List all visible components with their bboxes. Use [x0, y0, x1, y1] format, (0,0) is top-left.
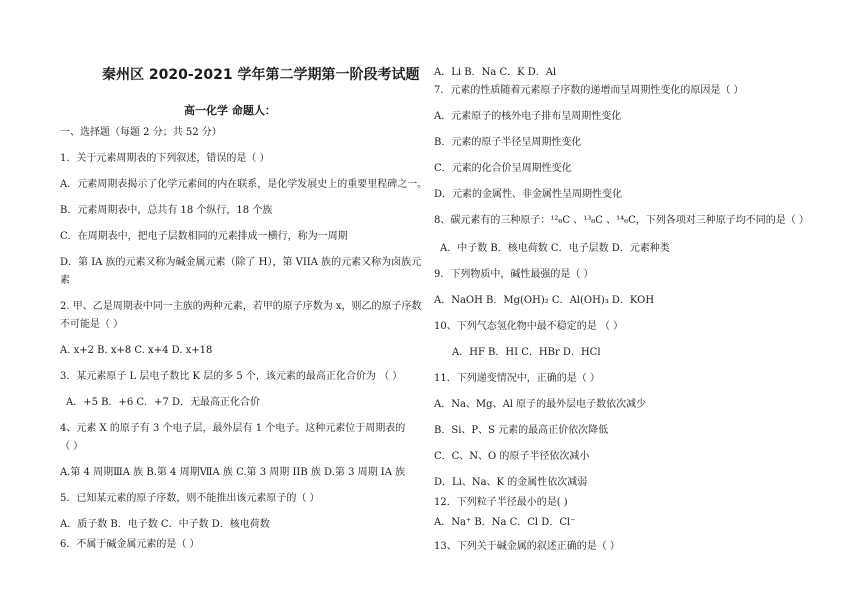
- question-12: 12．下列粒子半径最小的是( ): [434, 497, 568, 508]
- question-4: 4、元素 X 的原子有 3 个电子层，最外层有 1 个电子。这种元素位于周期表的: [60, 423, 406, 434]
- question-11-option-d: D．Li、Na、K 的金属性依次减弱: [434, 477, 588, 488]
- question-7-option-a: A．元素原子的核外电子排布呈周期性变化: [434, 111, 622, 122]
- question-2: 2. 甲、乙是周期表中同一主族的两种元素，若甲的原子序数为 x，则乙的原子序数: [60, 301, 422, 312]
- question-6-options: A．Li B．Na C．K D．Al: [434, 67, 557, 78]
- question-1-option-d-cont: 素: [60, 275, 70, 286]
- question-11-option-c: C．C、N、O 的原子半径依次减小: [434, 451, 590, 462]
- question-11-option-a: A．Na、Mg、Al 原子的最外层电子数依次减少: [434, 399, 647, 410]
- question-1-option-c: C．在周期表中，把电子层数相同的元素排成一横行，称为一周期: [60, 231, 348, 242]
- question-6: 6．不属于碱金属元素的是（ ）: [60, 539, 200, 550]
- question-5-options: A．质子数 B．电子数 C．中子数 D．核电荷数: [60, 519, 270, 530]
- exam-subtitle: 高一化学 命题人：: [184, 104, 276, 117]
- question-3-options: A．+5 B．+6 C．+7 D．无最高正化合价: [66, 397, 260, 408]
- question-1-option-b: B．元素周期表中，总共有 18 个纵行，18 个族: [60, 205, 273, 216]
- question-2-options: A. x+2 B. x+8 C. x+4 D. x+18: [60, 345, 213, 356]
- question-10: 10、下列气态氢化物中最不稳定的是 （ ）: [434, 321, 624, 332]
- question-8-options: A．中子数 B．核电荷数 C．电子层数 D．元素种类: [440, 243, 670, 254]
- question-4-cont: （ ）: [60, 441, 84, 452]
- question-1: 1．关于元素周期表的下列叙述，错误的是（ ）: [60, 153, 270, 164]
- question-8: 8、碳元素有的三种原子：¹²₆C 、¹³₆C 、¹⁴₆C，下列各项对三种原子均不同的是（ ）: [434, 215, 809, 226]
- question-3: 3．某元素原子 L 层电子数比 K 层的多 5 个，该元素的最高正化合价为 （ ）: [60, 371, 403, 382]
- question-5: 5．已知某元素的原子序数，则不能推出该元素原子的（ ）: [60, 493, 320, 504]
- question-1-option-a: A．元素周期表揭示了化学元素间的内在联系，是化学发展史上的重要里程碑之一。: [60, 179, 428, 190]
- question-2-cont: 不可能是（ ）: [60, 319, 124, 330]
- question-13: 13、下列关于碱金属的叙述正确的是（ ）: [434, 541, 620, 552]
- question-4-options: A.第 4 周期ⅢA 族 B.第 4 周期ⅦA 族 C.第 3 周期 IIB 族 D.第 3 周期 IA 族: [60, 467, 406, 478]
- question-7: 7．元素的性质随着元素原子序数的递增而呈周期性变化的原因是（ ）: [434, 85, 744, 96]
- section-heading: 一、选择题（每题 2 分；共 52 分）: [60, 127, 222, 138]
- question-12-options: A．Na⁺ B．Na C．Cl D．Cl⁻: [434, 517, 576, 528]
- question-7-option-d: D．元素的金属性、非金属性呈周期性变化: [434, 189, 623, 200]
- question-10-options: A．HF B．HI C．HBr D．HCl: [452, 347, 601, 358]
- question-7-option-b: B．元素的原子半径呈周期性变化: [434, 137, 582, 148]
- question-1-option-d: D．第 IA 族的元素又称为碱金属元素（除了 H），第 VIIA 族的元素又称为卤族元: [60, 257, 422, 268]
- question-7-option-c: C．元素的化合价呈周期性变化: [434, 163, 572, 174]
- question-11: 11．下列递变情况中，正确的是（ ）: [434, 373, 600, 384]
- question-11-option-b: B．Si、P、S 元素的最高正价依次降低: [434, 425, 609, 436]
- exam-title: 秦州区 2020-2021 学年第二学期第一阶段考试题: [102, 67, 420, 83]
- question-9: 9．下列物质中，碱性最强的是（ ）: [434, 269, 594, 280]
- question-9-options: A．NaOH B．Mg(OH)₂ C．Al(OH)₃ D．KOH: [434, 295, 655, 306]
